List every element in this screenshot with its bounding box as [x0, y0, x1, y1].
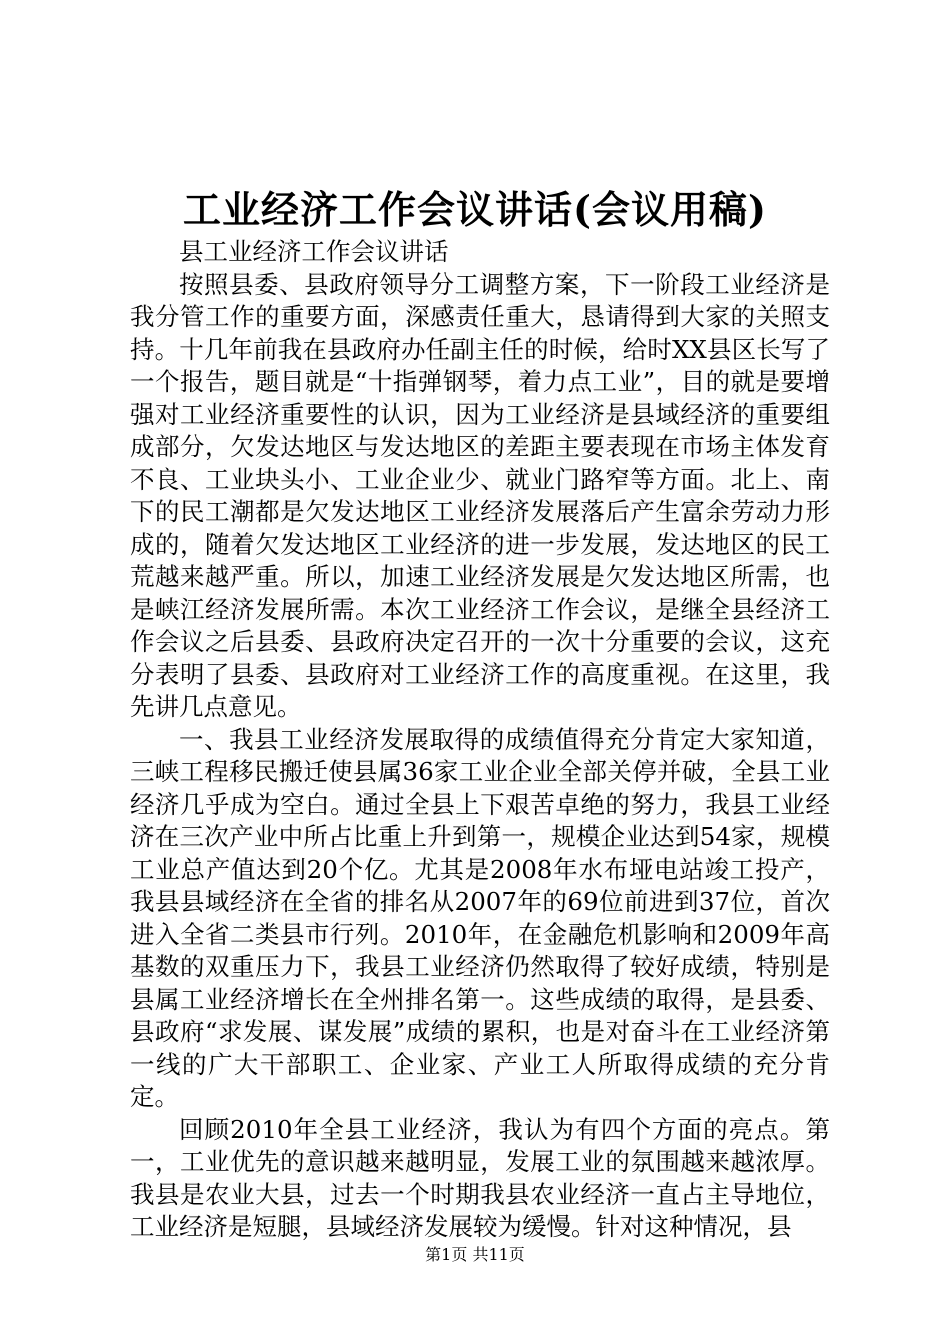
paragraph-review: 回顾2010年全县工业经济，我认为有四个方面的亮点。第一，工业优先的意识越来越明显，发展工业的氛围越来越浓厚。我县是农业大县，过去一个时期我县农业经济一直占主导地位，工业经济是短腿，县域经济发展较为缓慢。针对这种情况，县 [130, 1114, 830, 1241]
document-body [130, 236, 830, 1244]
page-footer: 第1页 共11页 [425, 1245, 525, 1264]
paragraph-achievements: 一、我县工业经济发展取得的成绩值得充分肯定大家知道，三峡工程移民搬迁使县属36家工业企业全部关停并破，全县工业经济几乎成为空白。通过全县上下艰苦卓绝的努力，我县工业经济在三次产业中所占比重上升到第一，规模企业达到54家，规模工业总产值达到20个亿。尤其是2008年水布垭电站竣工投产，我县县域经济在全省的排名从2007年的69位前进到37位，首次进入全省二类县市行列。2010年，在金融危机影响和2009年高基数的双重压力下，我县工业经济仍然取得了较好成绩，特别是县属工业经济增长在全州排名第一。这些成绩的取得，是县委、县政府“求发展、谋发展”成绩的累积，也是对奋斗在工业经济第一线的广大干部职工、企业家、产业工人所取得成绩的充分肯定。 [130, 724, 830, 1111]
paragraph-intro: 按照县委、县政府领导分工调整方案，下一阶段工业经济是我分管工作的重要方面，深感责任重大，恳请得到大家的关照支持。十几年前我在县政府办任副主任的时候，给时XX县区长写了一个报告，题目就是“十指弹钢琴，着力点工业”，目的就是要增强对工业经济重要性的认识，因为工业经济是县域经济的重要组成部分，欠发达地区与发达地区的差距主要表现在市场主体发育不良、工业块头小、工业企业少、就业门路窄等方面。北上、南下的民工潮都是欠发达地区工业经济发展落后产生富余劳动力形成的，随着欠发达地区工业经济的进一步发展，发达地区的民工荒越来越严重。所以，加速工业经济发展是欠发达地区所需，也是峡江经济发展所需。本次工业经济工作会议，是继全县经济工作会议之后县委、县政府决定召开的一次十分重要的会议，这充分表明了县委、县政府对工业经济工作的高度重视。在这里，我先讲几点意见。 [130, 269, 830, 721]
paragraph-subtitle: 县工业经济工作会议讲话 [179, 237, 449, 266]
document-title: 工业经济工作会议讲话(会议用稿) [183, 187, 767, 232]
